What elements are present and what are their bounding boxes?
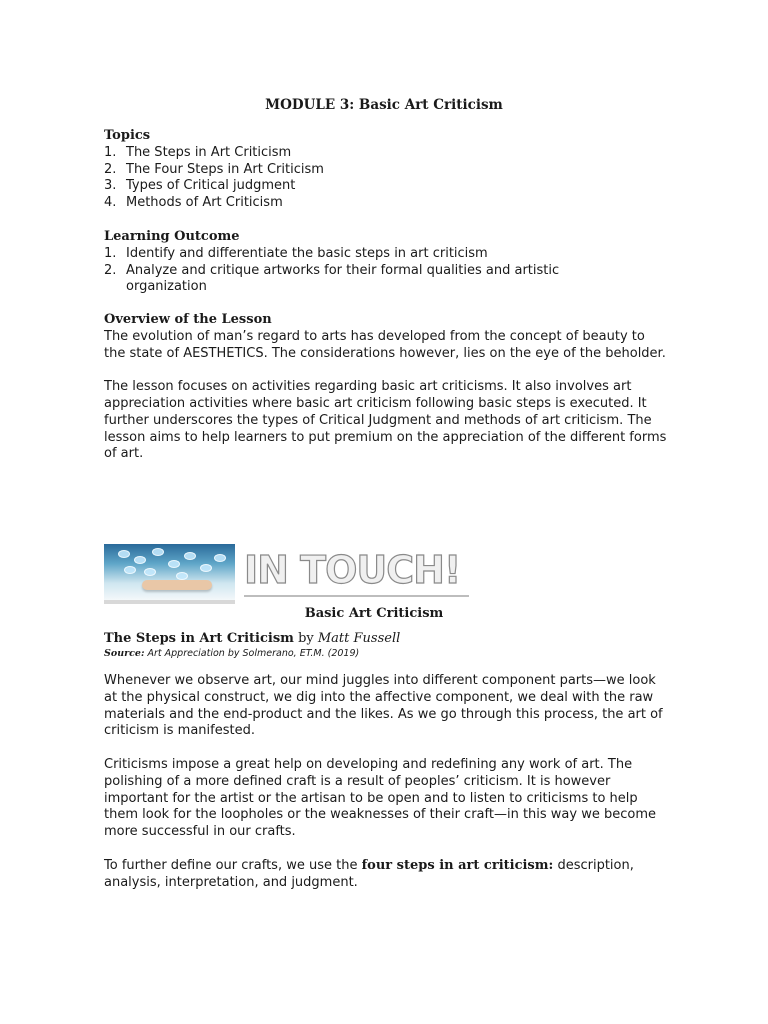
overview-paragraph-2: The lesson focuses on activities regarding basic art criticisms. It also involves art appreciation activities where basic art criticism following basic steps is executed. It further underscores the types of Critical Judgment and methods of art criticism. The lesson aims to help learners to put premium on the appreciation of the different forms of art. (104, 379, 667, 462)
topics-list (104, 145, 669, 212)
article-section (104, 631, 669, 660)
article-author: Matt Fussell (317, 631, 401, 646)
overview-section (104, 312, 669, 463)
in-touch-banner (104, 544, 469, 600)
hand-bubbles-image (104, 544, 235, 604)
list-item: 2. Analyze and critique artworks for their formal qualities and artistic organization (104, 262, 560, 295)
article-paragraph-1: Whenever we observe art, our mind juggles into different component parts—we look at the physical construct, we dig into the affective component, we deal with the raw materials and the end-product and the likes. As we go through this process, the art of criticism is manifested. (104, 673, 663, 739)
source-text: Art Appreciation by Solmerano, ET.M. (2019) (147, 647, 360, 659)
source-line (104, 648, 669, 660)
learning-outcome-section (104, 229, 669, 296)
overview-heading: Overview of the Lesson (104, 312, 272, 327)
article-paragraph-2: Criticisms impose a great help on developing and redefining any work of art. The polishing of a more defined craft is a result of peoples’ criticism. It is however important for the artist or the artisan to be open and to listen to criticisms to help them look for the loopholes or the weaknesses of their craft—in this way we become more successful in our crafts. (104, 756, 656, 840)
list-item: 4. Methods of Art Criticism (104, 195, 283, 211)
source-label: Source: (104, 647, 145, 659)
list-item: 2. The Four Steps in Art Criticism (104, 161, 324, 177)
banner-title: IN TOUCH! (244, 548, 461, 592)
page-title: MODULE 3: Basic Art Criticism (265, 97, 503, 113)
article-body (104, 673, 669, 891)
article-heading-line: The Steps in Art Criticism by Matt Fussell (104, 631, 401, 646)
list-item: 3. Types of Critical judgment (104, 178, 296, 194)
overview-paragraph-1: The evolution of man’s regard to arts has developed from the concept of beauty to the state of AESTHETICS. The considerations however, lies on the eye of the beholder. (104, 328, 666, 361)
banner-divider (244, 595, 469, 597)
list-item: 1. The Steps in Art Criticism (104, 144, 292, 160)
section-subtitle: Basic Art Criticism (304, 606, 444, 621)
learning-outcome-heading: Learning Outcome (104, 229, 240, 244)
topics-section (104, 128, 669, 212)
topics-heading: Topics (104, 128, 151, 143)
learning-outcome-list (104, 246, 669, 296)
list-item: 1. Identify and differentiate the basic steps in art criticism (104, 245, 488, 261)
article-paragraph-3: To further define our crafts, we use the four steps in art criticism: description, analysis, interpretation, and judgment. (104, 857, 634, 890)
article-heading: The Steps in Art Criticism (104, 631, 294, 646)
hand-icon (142, 580, 212, 590)
